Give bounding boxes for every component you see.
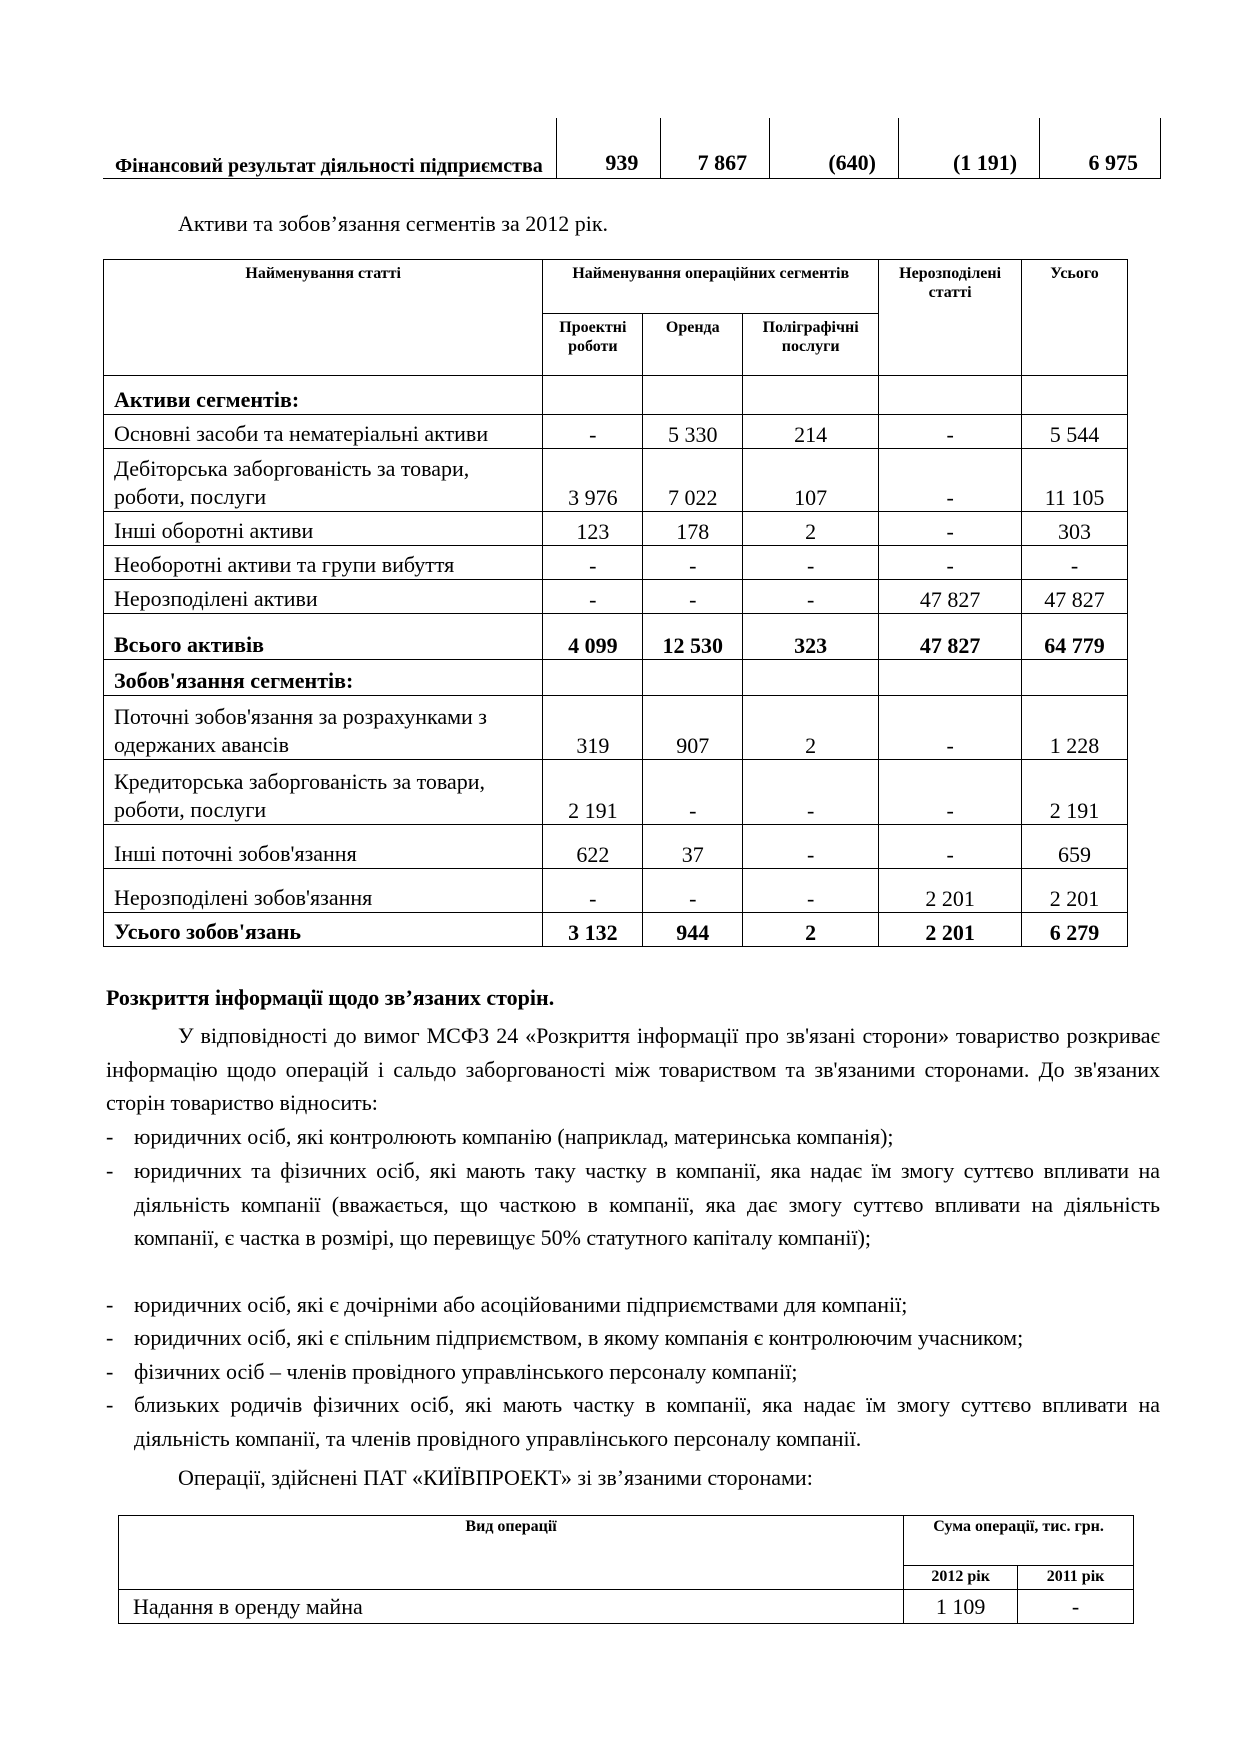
cell-value: 6 975 — [1040, 118, 1161, 178]
list-item: юридичних та фізичних осіб, які мають таку частку в компанії, яка надає їм змогу суттєво впливати на діяльність компанії (вважається, що часткою в компанії, яка дає змогу суттєво впливати на діяльність компанії, є частка в розмірі, що перевищує 50% статутного капіталу компанії); — [134, 1158, 1160, 1250]
cell-value: 659 — [1022, 825, 1128, 869]
cell-value: (1 191) — [899, 118, 1040, 178]
carried-over-row — [103, 118, 1161, 179]
cell-value: 3 132 — [543, 913, 643, 947]
table-row-label: Поточні зобов'язання за розрахунками з одержаних авансів — [104, 696, 543, 760]
related-parties-heading: Розкриття інформації щодо зв’язаних сторін. — [106, 985, 555, 1010]
cell-value: - — [879, 546, 1022, 580]
cell-value: 1 109 — [904, 1590, 1018, 1624]
cell-value: 178 — [643, 512, 743, 546]
list-dash: - — [106, 1124, 114, 1149]
table-row-label: Нерозподілені активи — [104, 580, 543, 614]
operations-caption: Операції, здійснені ПАТ «КИЇВПРОЕКТ» зі зв’язаними сторонами: — [178, 1465, 813, 1490]
table-row-label: Основні засоби та нематеріальні активи — [104, 415, 543, 449]
list-item: близьких родичів фізичних осіб, які мають частку в компанії, яка надає їм змогу суттєво впливати на діяльність компанії, та членів провідного управлінського персоналу компанії. — [134, 1392, 1160, 1451]
cell-value: 907 — [643, 696, 743, 760]
liabilities-total-label: Усього зобов'язань — [104, 913, 543, 947]
cell-value: (640) — [770, 118, 899, 178]
cell-value: 303 — [1022, 512, 1128, 546]
section-title-liabilities: Зобов'язання сегментів: — [104, 660, 543, 696]
header-segments: Найменування операційних сегментів — [543, 260, 879, 314]
cell-value: 214 — [743, 415, 879, 449]
row-label: Фінансовий результат діяльності підприємства — [103, 118, 556, 178]
cell-value: 939 — [556, 118, 661, 178]
cell-value: 319 — [543, 696, 643, 760]
subheader-print: Поліграфічні послуги — [743, 314, 879, 376]
header-operation-type: Вид операції — [119, 1516, 904, 1590]
subheader-design: Проектні роботи — [543, 314, 643, 376]
cell-value: - — [879, 415, 1022, 449]
cell-value: 64 779 — [1022, 614, 1128, 660]
cell-value: 2 201 — [879, 913, 1022, 947]
cell-value: 12 530 — [643, 614, 743, 660]
cell-value: - — [543, 869, 643, 913]
list-item: фізичних осіб – членів провідного управлінського персоналу компанії; — [134, 1359, 798, 1384]
cell-value: - — [879, 512, 1022, 546]
cell-value: 622 — [543, 825, 643, 869]
table-row-label: Нерозподілені зобов'язання — [104, 869, 543, 913]
subheader-rent: Оренда — [643, 314, 743, 376]
cell-value: 323 — [743, 614, 879, 660]
cell-value: 3 976 — [543, 449, 643, 512]
section-title-assets: Активи сегментів: — [104, 376, 543, 415]
cell-value: 2 201 — [879, 869, 1022, 913]
cell-value: 2 191 — [1022, 760, 1128, 825]
cell-value: 47 827 — [1022, 580, 1128, 614]
related-operations-table — [118, 1515, 1134, 1624]
cell-value: 5 330 — [643, 415, 743, 449]
cell-value: 7 022 — [643, 449, 743, 512]
list-dash: - — [106, 1392, 114, 1417]
header-operation-sum: Сума операції, тис. грн. — [904, 1516, 1134, 1566]
table-row-label: Надання в оренду майна — [119, 1590, 904, 1624]
table-row-label: Необоротні активи та групи вибуття — [104, 546, 543, 580]
cell-value: 47 827 — [879, 580, 1022, 614]
cell-value: 2 — [743, 512, 879, 546]
cell-value: 11 105 — [1022, 449, 1128, 512]
list-item: юридичних осіб, які є спільним підприємством, в якому компанія є контролюючим учасником; — [134, 1325, 1024, 1350]
header-unallocated: Нерозподілені статті — [879, 260, 1022, 376]
list-dash: - — [106, 1292, 114, 1317]
cell-value: - — [543, 546, 643, 580]
cell-value: - — [879, 760, 1022, 825]
cell-value: 37 — [643, 825, 743, 869]
cell-value: 7 867 — [661, 118, 770, 178]
cell-value: - — [743, 760, 879, 825]
cell-value: 47 827 — [879, 614, 1022, 660]
list-dash: - — [106, 1158, 114, 1183]
header-total: Усього — [1022, 260, 1128, 376]
cell-value: 2 — [743, 913, 879, 947]
header-name: Найменування статті — [104, 260, 543, 376]
cell-value: 2 191 — [543, 760, 643, 825]
cell-value: - — [1022, 546, 1128, 580]
header-year-2011: 2011 рік — [1018, 1566, 1134, 1590]
cell-value: - — [879, 449, 1022, 512]
segments-caption: Активи та зобов’язання сегментів за 2012 рік. — [178, 211, 609, 236]
related-parties-intro: У відповідності до вимог МСФЗ 24 «Розкриття інформації про зв'язані сторони» товариство розкриває інформацію щодо операцій і сальдо заборгованості між товариством та зв'язаними сторонами. До зв'язаних сторін товариство відносить: — [106, 1023, 1160, 1115]
list-dash: - — [106, 1359, 114, 1384]
cell-value: - — [643, 869, 743, 913]
cell-value: - — [743, 825, 879, 869]
cell-value: - — [643, 760, 743, 825]
cell-value: - — [643, 546, 743, 580]
cell-value: 5 544 — [1022, 415, 1128, 449]
list-item: юридичних осіб, які контролюють компанію (наприклад, материнська компанія); — [134, 1124, 894, 1149]
cell-value: - — [743, 580, 879, 614]
cell-value: 2 201 — [1022, 869, 1128, 913]
assets-total-label: Всього активів — [104, 614, 543, 660]
table-row-label: Інші оборотні активи — [104, 512, 543, 546]
table-row-label: Інші поточні зобов'язання — [104, 825, 543, 869]
cell-value: - — [543, 415, 643, 449]
header-year-2012: 2012 рік — [904, 1566, 1018, 1590]
cell-value: 107 — [743, 449, 879, 512]
table-row-label: Кредиторська заборгованість за товари, роботи, послуги — [104, 760, 543, 825]
cell-value: - — [879, 825, 1022, 869]
cell-value: - — [879, 696, 1022, 760]
cell-value: 4 099 — [543, 614, 643, 660]
cell-value: 6 279 — [1022, 913, 1128, 947]
cell-value: 123 — [543, 512, 643, 546]
cell-value: 2 — [743, 696, 879, 760]
cell-value: - — [743, 869, 879, 913]
list-item: юридичних осіб, які є дочірніми або асоційованими підприємствами для компанії; — [134, 1292, 908, 1317]
cell-value: 1 228 — [1022, 696, 1128, 760]
segments-table — [103, 259, 1128, 947]
cell-value: - — [543, 580, 643, 614]
cell-value: - — [643, 580, 743, 614]
cell-value: 944 — [643, 913, 743, 947]
cell-value: - — [1018, 1590, 1134, 1624]
cell-value: - — [743, 546, 879, 580]
list-dash: - — [106, 1325, 114, 1350]
table-row-label: Дебіторська заборгованість за товари, роботи, послуги — [104, 449, 543, 512]
